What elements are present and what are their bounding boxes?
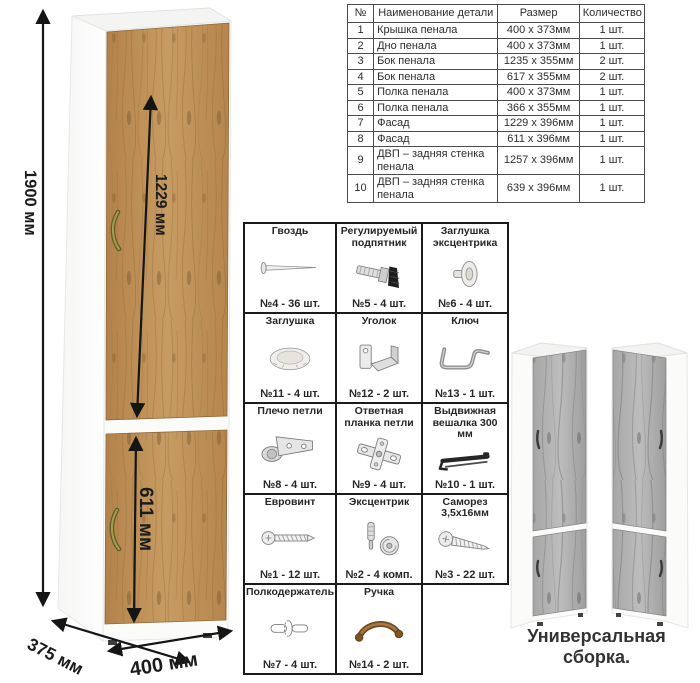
- variant-foot: [578, 613, 583, 617]
- hardware-cell: [336, 223, 422, 313]
- part-name: Бок пенала: [374, 69, 498, 85]
- hardware-cell: [244, 584, 336, 674]
- part-number: 2: [348, 38, 374, 54]
- hardware-cell: [244, 223, 336, 313]
- hardware-count: №3 - 22 шт.: [435, 568, 496, 581]
- hardware-count: №12 - 2 шт.: [349, 388, 410, 400]
- lower-door-texture: [105, 430, 227, 624]
- hardware-count: №13 - 1 шт.: [435, 388, 496, 400]
- hardware-cell: [244, 494, 336, 584]
- pullout-hanger-icon: [431, 441, 499, 479]
- hardware-cell: [244, 403, 336, 494]
- part-size: 366 х 355мм: [498, 100, 579, 116]
- left-variant-lower-door-texture: [533, 529, 586, 616]
- variant-foot: [616, 613, 621, 617]
- part-number: 1: [348, 23, 374, 39]
- part-size: 617 х 355мм: [498, 69, 579, 85]
- hardware-row: [244, 313, 508, 403]
- self-tapping-screw-icon: [431, 520, 499, 569]
- hardware-title: Ответная планка петли: [344, 405, 414, 429]
- hardware-count: №7 - 4 шт.: [263, 658, 318, 671]
- corner-bracket-icon: [345, 328, 413, 389]
- part-number: 3: [348, 54, 374, 70]
- euro-screw-icon: [256, 508, 324, 569]
- hardware-title: Заглушка: [265, 315, 315, 327]
- table-row: [348, 23, 645, 39]
- hardware-cell: [422, 223, 508, 313]
- part-size: 1235 х 355мм: [498, 54, 579, 70]
- handle-icon: [345, 598, 413, 659]
- hardware-count: №8 - 4 шт.: [263, 478, 318, 491]
- hardware-count: №2 - 4 комп.: [345, 568, 413, 581]
- part-qty: 1 шт.: [579, 147, 644, 175]
- hardware-cell: [336, 584, 422, 674]
- part-qty: 1 шт.: [579, 23, 644, 39]
- table-row: [348, 131, 645, 147]
- hardware-title: Заглушка эксцентрика: [432, 225, 498, 249]
- part-qty: 1 шт.: [579, 116, 644, 132]
- part-number: 10: [348, 175, 374, 203]
- hardware-count: №1 - 12 шт.: [259, 568, 321, 581]
- part-name: ДВП – задняя стенка пенала: [374, 147, 498, 175]
- part-name: Дно пенала: [374, 38, 498, 54]
- hardware-title: Выдвижная вешалка 300 мм: [432, 405, 498, 440]
- hardware-title: Евровинт: [264, 495, 316, 508]
- part-size: 400 х 373мм: [498, 85, 579, 101]
- part-size: 611 х 396мм: [498, 131, 579, 147]
- part-number: 7: [348, 116, 374, 132]
- hardware-cell: [336, 403, 422, 494]
- hardware-title: Саморез 3,5х16мм: [441, 495, 489, 519]
- table-row: [348, 116, 645, 132]
- part-qty: 1 шт.: [579, 100, 644, 116]
- hardware-row: [244, 223, 508, 313]
- hardware-cell: [244, 313, 336, 403]
- hardware-title: Регулируемый подпятник: [340, 225, 418, 249]
- height-label: 1900 мм: [21, 170, 39, 236]
- part-name: Крышка пенала: [374, 23, 498, 39]
- table-row: [348, 85, 645, 101]
- part-number: 4: [348, 69, 374, 85]
- hardware-count: №11 - 4 шт.: [260, 388, 320, 400]
- part-qty: 1 шт.: [579, 175, 644, 203]
- part-qty: 2 шт.: [579, 54, 644, 70]
- hardware-count: №4 - 36 шт.: [259, 298, 321, 310]
- part-name: Фасад: [374, 131, 498, 147]
- hardware-row: [244, 584, 508, 674]
- hardware-count: №9 - 4 шт.: [352, 478, 407, 491]
- left-variant-upper-door-texture: [533, 350, 586, 531]
- part-name: Бок пенала: [374, 54, 498, 70]
- cam-cover-icon: [431, 249, 499, 298]
- upper-door-label: 1229 мм: [152, 174, 169, 236]
- part-size: 639 х 396мм: [498, 175, 579, 203]
- width-label: 400 мм: [128, 648, 200, 681]
- hardware-row: [244, 403, 508, 494]
- part-number: 5: [348, 85, 374, 101]
- hardware-cell: [336, 494, 422, 584]
- part-size: 1229 х 396мм: [498, 116, 579, 132]
- table-row: [348, 38, 645, 54]
- part-size: 400 х 373мм: [498, 23, 579, 39]
- parts-table: [347, 4, 645, 203]
- part-size: 1257 х 396мм: [498, 147, 579, 175]
- col-header: Размер: [498, 5, 579, 23]
- hardware-cell: [422, 403, 508, 494]
- hardware-cell: [336, 313, 422, 403]
- hardware-title: Эксцентрик: [348, 495, 410, 508]
- table-row: [348, 100, 645, 116]
- col-header: Количество: [579, 5, 644, 23]
- part-number: 9: [348, 147, 374, 175]
- part-number: 8: [348, 131, 374, 147]
- part-qty: 1 шт.: [579, 85, 644, 101]
- nail-icon: [256, 238, 324, 299]
- hardware-title: Ключ: [451, 315, 479, 327]
- cabinet-left-side: [58, 16, 106, 641]
- part-name: Полка пенала: [374, 100, 498, 116]
- hardware-title: Полкодержатель: [246, 585, 335, 598]
- hardware-grid: [243, 222, 509, 675]
- adjustable-foot-icon: [345, 249, 413, 298]
- hardware-title: Плечо петли: [257, 405, 323, 417]
- hardware-cell: [422, 313, 508, 403]
- cam-lock-icon: [345, 508, 413, 569]
- right-variant-upper-door-texture: [613, 350, 666, 531]
- shelf-pin-icon: [256, 598, 324, 659]
- hardware-title: Гвоздь: [271, 225, 309, 237]
- table-row: [348, 54, 645, 70]
- part-number: 6: [348, 100, 374, 116]
- part-size: 400 х 373мм: [498, 38, 579, 54]
- hardware-title: Уголок: [361, 315, 397, 327]
- part-name: ДВП – задняя стенка пенала: [374, 175, 498, 203]
- hardware-row: [244, 494, 508, 584]
- parts-table-header-row: [348, 5, 645, 23]
- universal-assembly-caption: Универсальная сборка.: [527, 626, 666, 667]
- hinge-arm-icon: [256, 418, 324, 479]
- depth-label: 375 мм: [24, 633, 87, 679]
- table-row: [348, 175, 645, 203]
- hardware-count: №10 - 1 шт.: [435, 478, 496, 491]
- hinge-plate-icon: [345, 429, 413, 479]
- part-name: Фасад: [374, 116, 498, 132]
- hex-key-icon: [431, 328, 499, 389]
- hardware-count: №6 - 4 шт.: [438, 298, 493, 310]
- col-header: Наименование детали: [374, 5, 498, 23]
- table-row: [348, 147, 645, 175]
- table-row: [348, 69, 645, 85]
- right-variant-lower-door-texture: [613, 529, 666, 616]
- hardware-count: №14 - 2 шт.: [349, 658, 410, 671]
- cap-icon: [256, 328, 324, 389]
- part-qty: 1 шт.: [579, 131, 644, 147]
- lower-door-label: 611 мм: [135, 487, 156, 552]
- universal-assembly-preview: [511, 343, 688, 628]
- hardware-count: №5 - 4 шт.: [352, 298, 407, 310]
- col-header: №: [348, 5, 374, 23]
- hardware-title: Ручка: [364, 585, 395, 598]
- hardware-cell: [422, 494, 508, 584]
- part-qty: 2 шт.: [579, 69, 644, 85]
- part-qty: 1 шт.: [579, 38, 644, 54]
- part-name: Полка пенала: [374, 85, 498, 101]
